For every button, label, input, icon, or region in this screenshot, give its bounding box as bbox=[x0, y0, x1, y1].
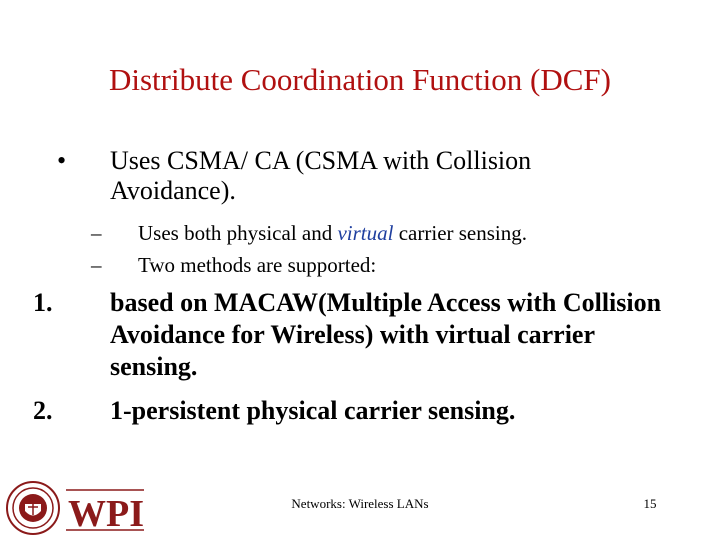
virtual-emphasis: virtual bbox=[337, 221, 394, 245]
sub-item-text-after: carrier sensing. bbox=[393, 221, 528, 245]
wpi-logo bbox=[6, 480, 146, 536]
sub-item-two-methods bbox=[91, 252, 671, 280]
numbered-item-2 bbox=[33, 395, 693, 429]
numbered-item-1 bbox=[33, 287, 693, 387]
sub-item-physical-virtual bbox=[91, 220, 671, 248]
bullet-text: Uses CSMA/ CA (CSMA with Collision Avoidance). bbox=[110, 146, 532, 205]
slide-title: Distribute Coordination Function (DCF) bbox=[108, 62, 611, 97]
footer-course-title: Networks: Wireless LANs bbox=[291, 496, 429, 511]
numbered-item-number: 1. bbox=[33, 288, 53, 317]
numbered-item-number: 2. bbox=[33, 396, 53, 425]
wpi-seal-icon bbox=[6, 480, 146, 536]
sub-item-text-before: Uses both physical and bbox=[138, 221, 338, 245]
sub-item-text: Two methods are supported: bbox=[138, 253, 377, 277]
sub-item-marker: – bbox=[91, 221, 102, 245]
sub-item-text bbox=[138, 220, 658, 246]
wpi-logo-text: WPI bbox=[68, 493, 144, 535]
numbered-item-text: 1-persistent physical carrier sensing. bbox=[110, 396, 516, 425]
bullet-marker: • bbox=[57, 146, 67, 175]
sub-item-marker: – bbox=[91, 253, 102, 277]
page-number: 15 bbox=[643, 496, 657, 511]
numbered-item-text: based on MACAW(Multiple Access with Collision Avoidance for Wireless) with virtual carrier sensing. bbox=[110, 288, 662, 381]
bullet-item bbox=[57, 146, 657, 210]
